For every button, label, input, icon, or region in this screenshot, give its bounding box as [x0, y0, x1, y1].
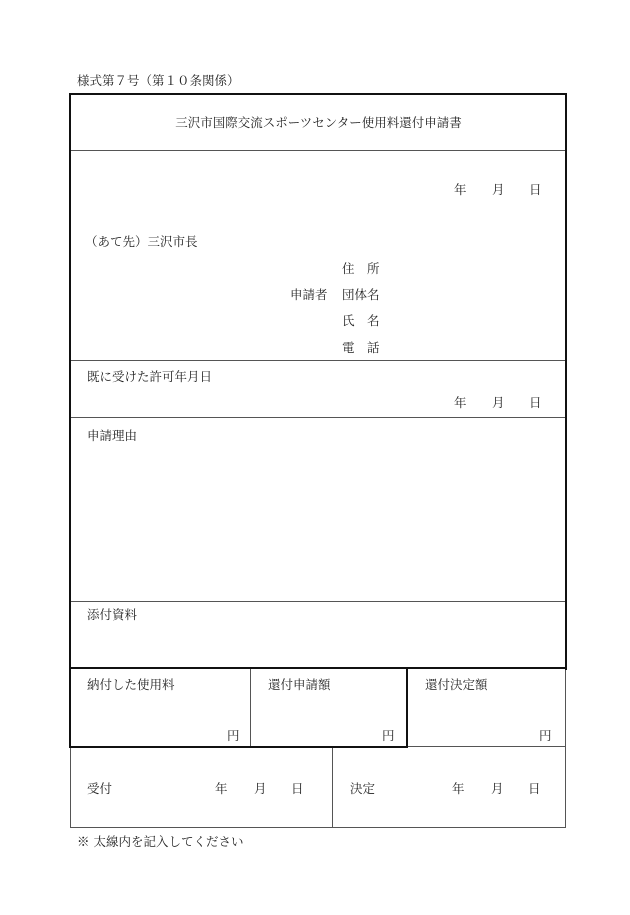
office-box-right	[565, 746, 566, 828]
decision-day: 日	[528, 781, 541, 796]
reception-label: 受付	[87, 781, 113, 796]
decision-year: 年	[452, 781, 465, 796]
thick-border-step	[406, 667, 408, 748]
date-day: 日	[529, 182, 542, 197]
office-box-divider	[332, 746, 333, 828]
paid-fee-yen: 円	[227, 728, 240, 743]
footer-note: ※ 太線内を記入してください	[77, 834, 244, 849]
refund-request-label: 還付申請額	[268, 677, 331, 692]
applicant-organization-label: 団体名	[342, 287, 380, 302]
form-title: 三沢市国際交流スポーツセンター使用料還付申請書	[175, 115, 462, 130]
date-year: 年	[454, 182, 467, 197]
addressee: （あて先）三沢市長	[85, 234, 198, 249]
office-box-top-right	[407, 746, 566, 747]
applicant-address-label: 住 所	[342, 261, 380, 276]
thick-border-left	[69, 93, 71, 748]
decision-month: 月	[491, 781, 504, 796]
office-box-left	[70, 746, 71, 828]
reception-month: 月	[254, 781, 267, 796]
applicant-phone-label: 電 話	[342, 340, 380, 355]
prior-permit-day: 日	[529, 395, 542, 410]
reception-day: 日	[291, 781, 304, 796]
title-divider	[70, 150, 566, 151]
thick-border-bottom	[69, 746, 408, 748]
paid-fee-label: 納付した使用料	[87, 677, 175, 692]
office-box-bottom	[70, 827, 566, 828]
applicant-name-label: 氏 名	[342, 313, 380, 328]
date-month: 月	[492, 182, 505, 197]
thick-border-top	[69, 93, 567, 95]
prior-permit-year: 年	[454, 395, 467, 410]
attachments-label: 添付資料	[87, 607, 138, 622]
refund-request-yen: 円	[382, 728, 395, 743]
decision-box-right	[565, 668, 566, 746]
decision-label: 決定	[350, 781, 376, 796]
amount-col-divider	[250, 668, 251, 746]
reception-year: 年	[215, 781, 228, 796]
thick-border-mid	[69, 667, 567, 669]
reason-divider	[70, 601, 566, 602]
thick-border-right	[565, 93, 567, 670]
permit-divider	[70, 417, 566, 418]
refund-decision-label: 還付決定額	[425, 677, 488, 692]
prior-permit-month: 月	[492, 395, 505, 410]
reason-label: 申請理由	[87, 428, 138, 443]
applicant-label: 申請者	[290, 287, 328, 302]
applicant-divider	[70, 360, 566, 361]
form-number: 様式第７号（第１０条関係）	[77, 73, 240, 88]
prior-permit-label: 既に受けた許可年月日	[87, 369, 213, 384]
refund-decision-yen: 円	[539, 728, 552, 743]
